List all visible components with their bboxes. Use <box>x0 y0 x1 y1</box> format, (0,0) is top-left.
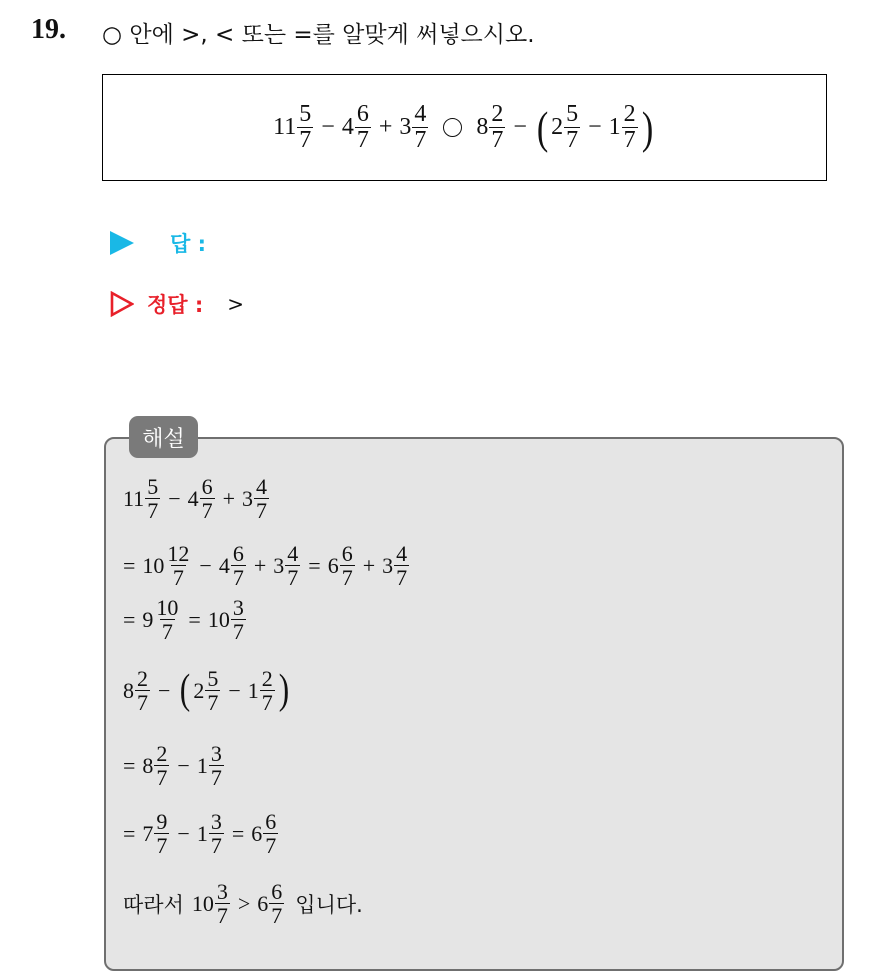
l2-n1: 12 <box>167 541 190 566</box>
exp-line-5 <box>123 742 225 789</box>
l6-frac1 <box>154 810 169 857</box>
l6-w1: 7 <box>142 820 154 846</box>
p-l-op2: + <box>378 114 393 140</box>
l4-frac2 <box>205 667 220 714</box>
l3-w2: 10 <box>207 606 230 632</box>
p-l-t2-whole: 4 <box>341 114 354 140</box>
l1-op2: + <box>222 485 236 511</box>
exp-line-7 <box>123 880 363 927</box>
l1-frac3 <box>254 475 269 522</box>
l4-d1: 7 <box>137 690 148 716</box>
p-r-t3-num: 2 <box>623 100 636 127</box>
l6-w2: 1 <box>196 820 208 846</box>
p-l-t3-den: 7 <box>414 127 427 153</box>
p-r-t1-whole: 8 <box>476 114 489 140</box>
l6-d1: 7 <box>156 833 168 859</box>
p-l-t3-num: 4 <box>414 100 427 127</box>
p-l-t1-frac <box>297 102 313 153</box>
p-l-t2-den: 7 <box>356 127 369 153</box>
l6-op1: − <box>177 820 190 846</box>
l2-d3: 7 <box>287 565 299 591</box>
l3-d1: 7 <box>161 619 173 645</box>
l6-frac3 <box>263 810 278 857</box>
l3-n2: 3 <box>232 595 244 620</box>
l7-frac1 <box>215 880 230 927</box>
l1-w3: 3 <box>242 485 254 511</box>
l7-d1: 7 <box>216 903 228 929</box>
l6-d3: 7 <box>265 833 277 859</box>
question-number: 19. <box>31 14 66 45</box>
l2-frac5 <box>394 542 409 589</box>
p-l-t2-frac <box>355 102 371 153</box>
exp-line-6 <box>123 810 279 857</box>
l4-n2: 5 <box>207 666 219 691</box>
p-r-t3-den: 7 <box>623 127 636 153</box>
l2-d4: 7 <box>341 565 353 591</box>
l2-n3: 4 <box>287 541 299 566</box>
exp-line-3 <box>123 596 247 643</box>
l3-eq: = <box>123 606 136 632</box>
l2-eq: = <box>123 552 136 578</box>
compare-circle-icon <box>443 118 462 137</box>
l2-n5: 4 <box>396 541 408 566</box>
l5-n1: 2 <box>156 741 168 766</box>
p-r-op1: − <box>513 114 527 140</box>
l2-w5: 3 <box>382 552 394 578</box>
p-r-paren-close: ) <box>641 101 653 153</box>
l5-d2: 7 <box>210 765 222 791</box>
l4-frac3 <box>260 667 275 714</box>
l7-cmp: > <box>237 890 251 916</box>
l1-d2: 7 <box>201 498 213 524</box>
l1-frac2 <box>200 475 215 522</box>
l6-eq2: = <box>231 820 245 846</box>
explanation-tag: 해설 <box>129 416 198 458</box>
l7-w2: 6 <box>257 890 269 916</box>
l1-n3: 4 <box>256 474 268 499</box>
p-r-paren-open: ( <box>536 101 549 153</box>
l6-frac2 <box>209 810 224 857</box>
p-r-t2-whole: 2 <box>551 114 564 140</box>
p-l-t1-den: 7 <box>299 127 312 153</box>
l6-w3: 6 <box>251 820 263 846</box>
exp-line-2 <box>123 542 410 589</box>
l4-frac1 <box>135 667 150 714</box>
l2-w4: 6 <box>327 552 339 578</box>
l3-frac1 <box>154 596 180 643</box>
l2-n2: 6 <box>232 541 244 566</box>
l1-d1: 7 <box>147 498 159 524</box>
l3-eq2: = <box>188 606 201 632</box>
l6-n2: 3 <box>210 809 222 834</box>
l7-d2: 7 <box>271 903 283 929</box>
p-l-op1: − <box>321 114 335 140</box>
exp-line-4 <box>123 667 292 714</box>
l5-frac2 <box>209 742 224 789</box>
correct-answer-row <box>110 289 244 319</box>
l4-paren-close: ) <box>278 666 289 713</box>
l4-d2: 7 <box>207 690 219 716</box>
l4-op2: − <box>228 677 241 703</box>
l1-w1: 11 <box>123 485 145 511</box>
l1-n2: 6 <box>201 474 213 499</box>
l3-frac2 <box>231 596 246 643</box>
l2-op2: + <box>253 552 267 578</box>
l6-n1: 9 <box>156 809 168 834</box>
p-r-t1-frac <box>489 102 505 153</box>
l2-op1: − <box>199 552 212 578</box>
l1-w2: 4 <box>187 485 199 511</box>
l5-n2: 3 <box>210 741 222 766</box>
l2-w3: 3 <box>273 552 285 578</box>
l2-frac1 <box>165 542 191 589</box>
l5-d1: 7 <box>156 765 168 791</box>
p-l-t3-whole: 3 <box>399 114 412 140</box>
l2-d5: 7 <box>396 565 408 591</box>
l7-suffix: 입니다. <box>295 892 363 917</box>
filled-triangle-icon <box>110 231 134 255</box>
l2-frac3 <box>285 542 300 589</box>
outline-triangle-icon <box>110 291 134 317</box>
l5-op1: − <box>177 752 190 778</box>
l5-frac1 <box>154 742 169 789</box>
l4-n3: 2 <box>261 666 273 691</box>
question-text: ○ 안에 >, < 또는 =를 알맞게 써넣으시오. <box>102 22 535 48</box>
l2-w2: 4 <box>218 552 230 578</box>
l2-frac2 <box>231 542 246 589</box>
l2-frac4 <box>340 542 355 589</box>
l4-op1: − <box>158 677 171 703</box>
l1-d3: 7 <box>256 498 268 524</box>
l7-n2: 6 <box>271 879 283 904</box>
p-r-t3-whole: 1 <box>608 114 621 140</box>
l6-eq: = <box>123 820 136 846</box>
p-r-t1-num: 2 <box>491 100 504 127</box>
p-r-t2-num: 5 <box>566 100 579 127</box>
l5-w2: 1 <box>196 752 208 778</box>
l4-w2: 2 <box>193 677 205 703</box>
l7-frac2 <box>269 880 284 927</box>
l5-w1: 8 <box>142 752 154 778</box>
p-l-t3-frac <box>412 102 428 153</box>
p-l-t1-num: 5 <box>299 100 312 127</box>
p-r-t2-den: 7 <box>566 127 579 153</box>
l3-w1: 9 <box>142 606 154 632</box>
l2-op3: + <box>362 552 376 578</box>
p-l-t1-whole: 11 <box>273 114 297 140</box>
l4-w3: 1 <box>247 677 259 703</box>
problem-expression <box>103 75 826 180</box>
l4-n1: 2 <box>137 666 148 691</box>
l1-n1: 5 <box>147 474 159 499</box>
l4-paren-open: ( <box>180 666 191 713</box>
correct-answer-label: 정답 : <box>147 293 204 317</box>
l2-w1: 10 <box>142 552 165 578</box>
l3-d2: 7 <box>232 619 244 645</box>
p-r-op2: − <box>588 114 602 140</box>
p-r-t2-frac <box>564 102 580 153</box>
l1-op1: − <box>168 485 181 511</box>
l5-eq: = <box>123 752 136 778</box>
l6-d2: 7 <box>210 833 222 859</box>
l7-n1: 3 <box>216 879 228 904</box>
p-l-t2-num: 6 <box>356 100 369 127</box>
p-r-t3-frac <box>622 102 638 153</box>
l7-prefix: 따라서 <box>123 892 184 917</box>
l2-d2: 7 <box>232 565 244 591</box>
l4-w1: 8 <box>123 677 134 703</box>
l2-d1: 7 <box>172 565 184 591</box>
correct-answer-value: > <box>227 292 245 316</box>
l3-n1: 10 <box>156 595 179 620</box>
exp-line-1 <box>123 475 270 522</box>
l2-n4: 6 <box>341 541 353 566</box>
l7-w1: 10 <box>191 890 214 916</box>
l1-frac1 <box>145 475 160 522</box>
answer-label: 답 : <box>170 232 206 256</box>
p-r-t1-den: 7 <box>491 127 504 153</box>
l6-n3: 6 <box>265 809 277 834</box>
problem-box <box>102 74 827 181</box>
l2-eq2: = <box>308 552 321 578</box>
l4-d3: 7 <box>261 690 273 716</box>
answer-row <box>110 228 206 258</box>
